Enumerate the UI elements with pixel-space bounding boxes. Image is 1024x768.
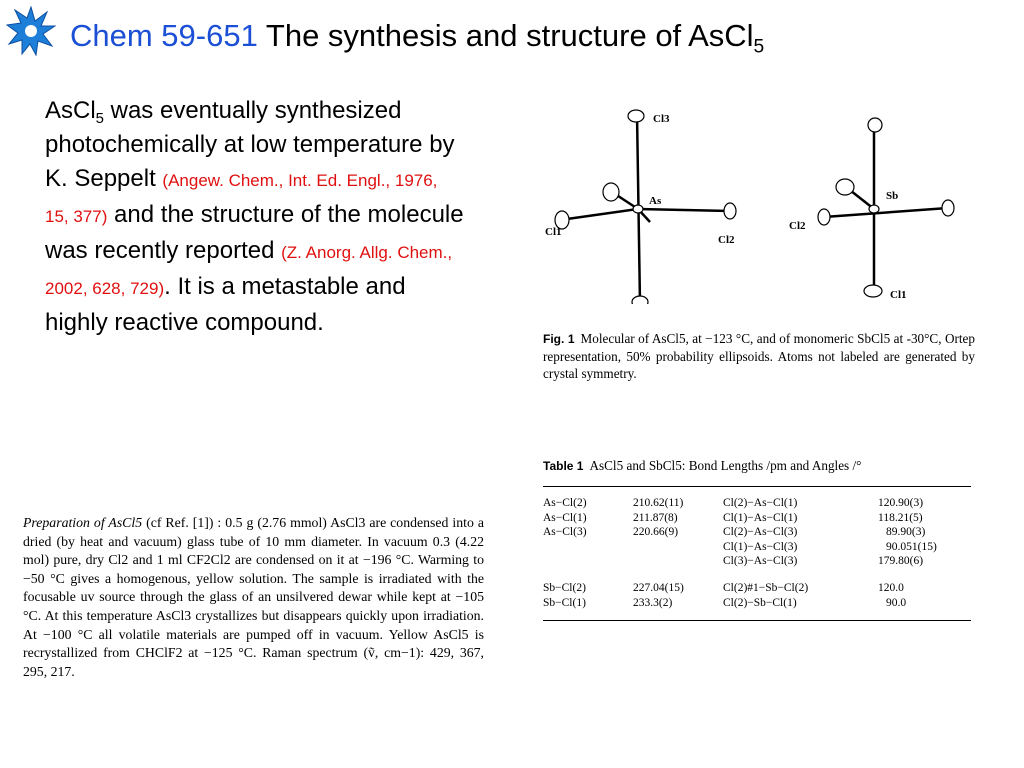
course-code: Chem 59-651 [70, 18, 258, 53]
sb-cl-upper-ellipsoid [868, 118, 882, 132]
intro-text-2: and the structure of the molecule was recently reported [45, 201, 464, 264]
as-cl-lower-ellipsoid [632, 296, 648, 304]
sb-atom-ellipsoid [869, 205, 879, 213]
preparation-text: (cf Ref. [1]) : 0.5 g (2.76 mmol) AsCl3 are condensed into a dried (by heat and vacuum) glass tube of 10 mm diameter. In vacuum 0.3 (4.22 mol) pure, dry Cl2 and 1 ml CF2Cl2 are condensed on it at −196 °C. Warming to −50 °C gives a homogenous, yellow solution. The sample is irradiated with the focusable uv source through the glass of an unsilvered dewar while kept at −105 °C. At this temperature AsCl3 crystallizes but disappears quickly upon irradiation. At −100 °C all volatile materials are pumped off in vacuum. Yellow AsCl5 is recrystallized from CHClF2 at −125 °C. Raman spectrum (ṽ, cm−1): 429, 367, 295, 217. [23, 515, 484, 679]
intro-text-3: . It is a metastable and highly reactive compound. [45, 273, 406, 336]
table-cell: 210.62(11) [633, 497, 684, 509]
as-cl-unlabeled-ellipsoid [603, 183, 619, 201]
preparation-heading: Preparation of AsCl5 [23, 515, 143, 530]
table-cell: Cl(1)−As−Cl(3) [723, 540, 798, 553]
table-top-rule [543, 486, 971, 487]
ascl5-molecule [560, 114, 730, 304]
sb-cl-unlabeled-ellipsoid [836, 179, 854, 195]
intro-text-1: was eventually synthesized photochemically at low temperature by K. Seppelt [45, 97, 455, 192]
table-row [543, 596, 971, 611]
reference-zaac: (Z. Anorg. Allg. Chem., 2002, 628, 729) [45, 243, 453, 298]
table-cell: Cl(3)−As−Cl(3) [723, 555, 798, 568]
ascl5-ellipsoids [555, 110, 736, 304]
table-row [543, 581, 971, 596]
table-caption-text: AsCl5 and SbCl5: Bond Lengths /pm and Angles /° [589, 458, 862, 473]
table-cell: 220.66(9) [633, 526, 679, 539]
table-cell: 211.87(8) [633, 511, 678, 524]
sbcl5-ellipsoids [818, 118, 954, 297]
sbcl5-molecule [824, 124, 948, 292]
label-as-cl3: Cl3 [653, 113, 670, 125]
label-sb-cl2: Cl2 [789, 220, 806, 232]
university-logo [6, 6, 56, 56]
intro-formula: AsCl [45, 97, 96, 124]
table-cell: Sb−Cl(2) [543, 581, 586, 594]
label-as-cl2: Cl2 [718, 234, 735, 246]
table-cell: Cl(2)−As−Cl(3) [723, 526, 798, 539]
table-cell: Cl(2)−Sb−Cl(1) [723, 596, 797, 609]
intro-paragraph [45, 94, 465, 340]
table-cell [633, 554, 723, 569]
table-row [543, 554, 971, 569]
table-cell: 90.051(15) [886, 540, 937, 553]
table-cell: Cl(1)−As−Cl(1) [723, 511, 798, 524]
table-cell: As−Cl(2) [543, 497, 587, 509]
table-caption [543, 458, 861, 474]
sb-cl1-ellipsoid [864, 285, 882, 297]
table-cell: Sb−Cl(1) [543, 596, 586, 609]
table-cell: 89.90(3) [886, 526, 926, 539]
table-cell: As−Cl(3) [543, 526, 587, 539]
figure-caption [543, 330, 975, 382]
preparation-paragraph [23, 514, 484, 681]
figure-caption-text: Molecular of AsCl5, at −123 °C, and of monomeric SbCl5 at -30°C, Ortep representation, 50% probability ellipsoids. Atoms not labeled are generated by crystal symmetry. [543, 331, 975, 381]
table-cell: Cl(2)−As−Cl(1) [723, 497, 798, 509]
table-cell: 118.21(5) [878, 511, 923, 524]
table-cell [543, 540, 633, 555]
table-cell [543, 554, 633, 569]
table-cell: 90.0 [886, 596, 907, 609]
as-cl2-ellipsoid [724, 203, 736, 219]
ortep-figure [540, 104, 980, 304]
intro-formula-sub: 5 [95, 111, 104, 128]
title-text: The synthesis and structure of AsCl [265, 18, 754, 53]
table-bottom-rule [543, 620, 971, 621]
label-as: As [649, 195, 662, 207]
table-row [543, 540, 971, 555]
title-subscript: 5 [753, 36, 765, 58]
table-cell: As−Cl(1) [543, 511, 587, 524]
table-spacer [543, 569, 971, 581]
table-row [543, 525, 971, 540]
table-cell: 227.04(15) [633, 581, 684, 594]
table-cell: 120.90(3) [878, 497, 924, 509]
slide-title [70, 18, 765, 58]
figure-caption-label: Fig. 1 [543, 332, 575, 346]
sb-cl-right-ellipsoid [942, 200, 954, 216]
label-sb: Sb [886, 190, 899, 202]
sb-cl2-ellipsoid [818, 209, 830, 225]
as-cl3-ellipsoid [628, 110, 644, 122]
table-cell: 179.80(6) [878, 555, 924, 568]
bond-table [543, 496, 971, 610]
table-caption-label: Table 1 [543, 459, 584, 473]
label-as-cl1: Cl1 [545, 226, 562, 238]
table-row [543, 511, 971, 526]
table-cell: 233.3(2) [633, 596, 673, 609]
table-cell: 120.0 [878, 581, 904, 594]
as-atom-ellipsoid [633, 205, 643, 213]
table-cell [633, 540, 723, 555]
table-row [543, 496, 971, 511]
table-cell: Cl(2)#1−Sb−Cl(2) [723, 581, 809, 594]
reference-angew: (Angew. Chem., Int. Ed. Engl., 1976, 15, 377) [45, 171, 438, 226]
label-sb-cl1: Cl1 [890, 289, 907, 301]
